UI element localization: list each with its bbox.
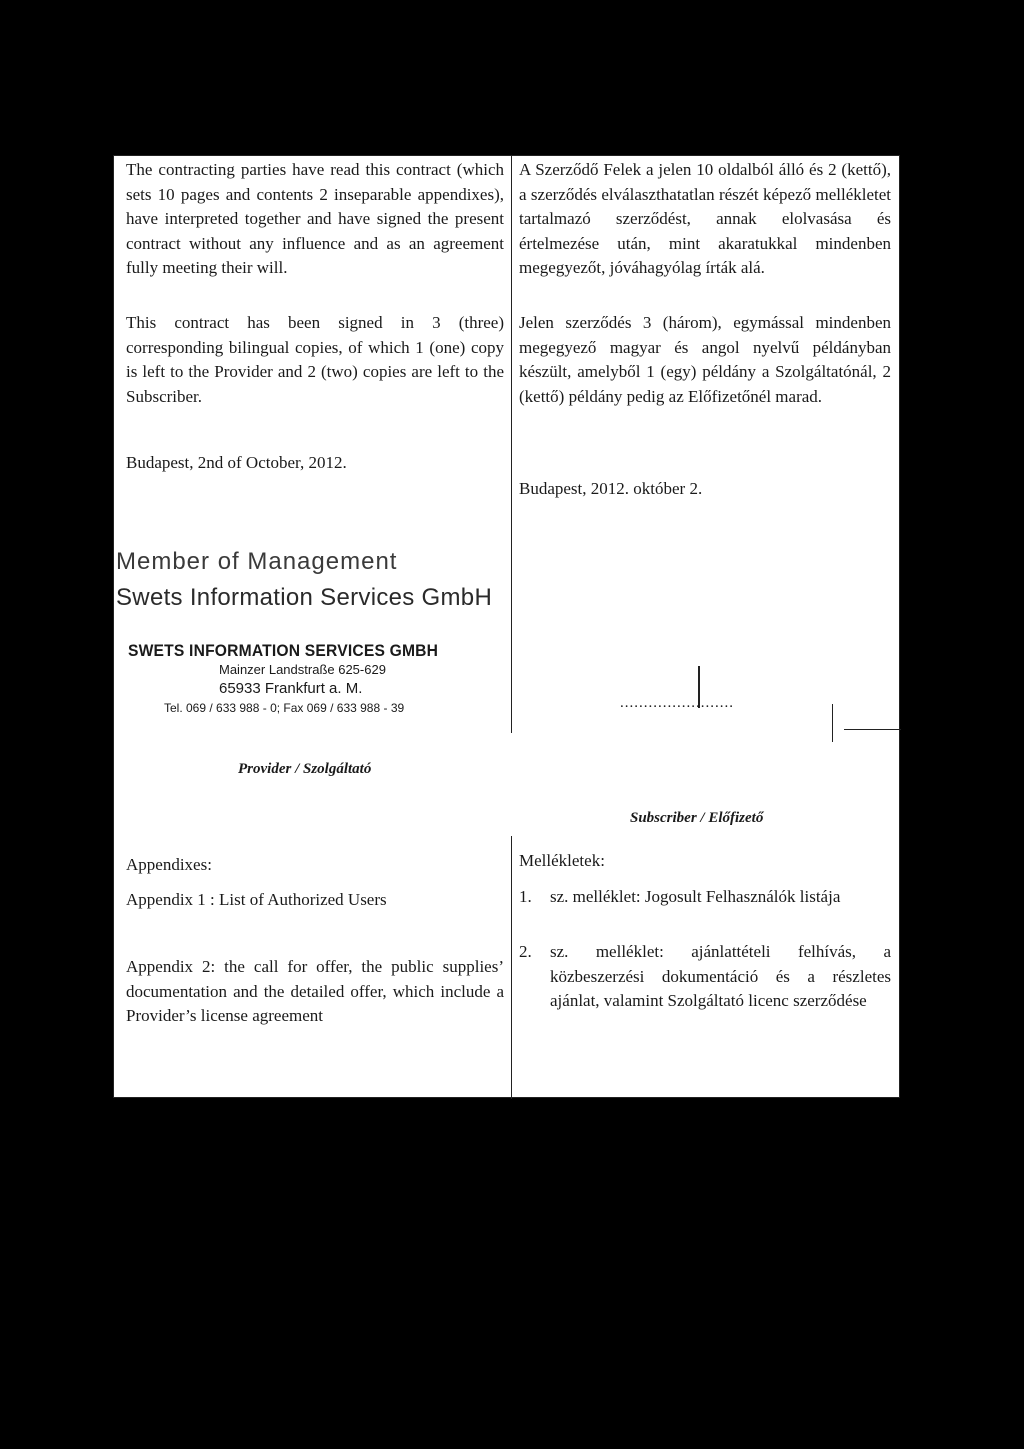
signature-dotted-line: ........................ (620, 695, 734, 711)
stamp-city: 65933 Frankfurt a. M. (219, 680, 363, 697)
contract-page (113, 155, 900, 1098)
melleklet-number: 1. (519, 887, 532, 906)
intro-english: The contracting parties have read this contract (which sets 10 pages and contents 2 inseparable appendixes), have interpreted together and have signed the present contract without any influence and as an agreement fully meeting their will. (126, 160, 504, 277)
appendixes-heading: Appendixes: (126, 855, 212, 874)
intro-hungarian: A Szerződő Felek a jelen 10 oldalból álló és 2 (kettő), a szerződés elválaszthatatlan részét képező mellékletet tartalmazó szerződést, annak elolvasása és értelmezése után, mint akaratukkal mindenben megegyezőt, jóváhagyólag írták alá. (519, 160, 891, 277)
place-date-hungarian: Budapest, 2012. október 2. (519, 479, 703, 498)
copies-english: This contract has been signed in 3 (three) corresponding bilingual copies, of which 1 (one) copy is left to the Provider and 2 (two) copies are left to the Subscriber. (126, 313, 504, 406)
stamp-company-name: SWETS INFORMATION SERVICES GMBH (128, 641, 439, 660)
stamp-phone: Tel. 069 / 633 988 - 0; Fax 069 / 633 988 - 39 (164, 701, 405, 715)
appendix-item: Appendix 2: the call for offer, the public supplies’ documentation and the detailed offer, which include a Provider’s license agreement (126, 957, 504, 1025)
melleklet-number: 2. (519, 942, 532, 961)
signature-ink-mark (832, 704, 833, 742)
melleklet-text: sz. melléklet: ajánlattételi felhívás, a közbeszerzési dokumentáció és a részletes ajánlat, valamint Szolgáltató licenc szerződése (550, 942, 891, 1010)
column-divider-signature (511, 543, 512, 733)
scanned-title-line: Member of Management (116, 548, 398, 575)
subscriber-caption: Subscriber / Előfizető (630, 810, 764, 826)
melleklet-text: sz. melléklet: Jogosult Felhasználók listája (550, 887, 841, 906)
scanned-company-line: Swets Information Services GmbH (116, 584, 493, 611)
stamp-street: Mainzer Landstraße 625-629 (219, 662, 386, 677)
provider-caption: Provider / Szolgáltató (238, 761, 372, 777)
column-divider-upper (511, 156, 512, 571)
mellekletek-heading: Mellékletek: (519, 851, 605, 870)
place-date-english: Budapest, 2nd of October, 2012. (126, 453, 347, 472)
signature-rule (844, 729, 901, 730)
appendix-item: Appendix 1 : List of Authorized Users (126, 890, 387, 909)
copies-hungarian: Jelen szerződés 3 (három), egymással mindenben megegyező magyar és angol nyelvű példányban készült, amelyből 1 (egy) példány a Szolgáltatónál, 2 (kettő) példány pedig az Előfizetőnél marad. (519, 313, 891, 406)
column-divider-lower (511, 836, 512, 1099)
